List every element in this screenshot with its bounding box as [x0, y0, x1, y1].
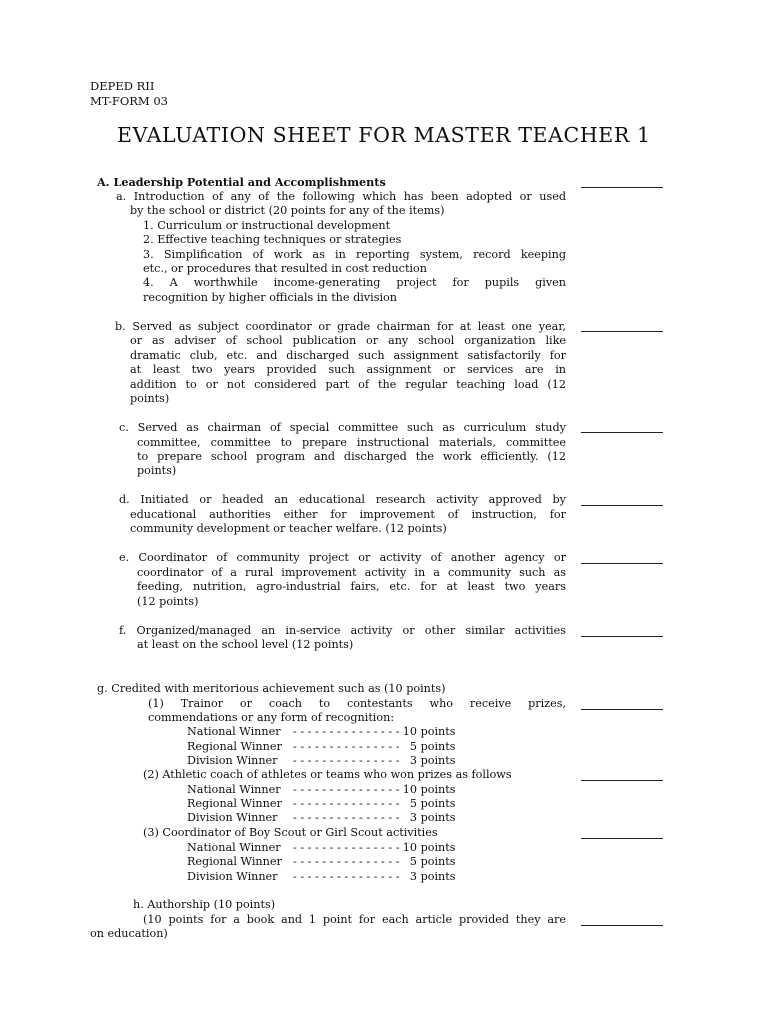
item-f-text: at least on the school level (12 points) [137, 638, 354, 651]
winner-row: Regional Winner - - - - - - - - - - - - - - - 5 points [187, 740, 456, 753]
winner-row: Division Winner - - - - - - - - - - - - - - - 3 points [187, 811, 456, 824]
item-c-text: committee, committee to prepare instructional materials, committee [137, 436, 566, 449]
score-blank-g2[interactable] [581, 780, 663, 781]
item-e-text: feeding, nutrition, agro-industrial fairs, etc. for at least two years [137, 580, 566, 593]
score-blank-a[interactable] [581, 187, 663, 188]
item-a-text: by the school or district (20 points for any of the items) [130, 204, 445, 217]
item-g1-text: (1) Trainor or coach to contestants who receive prizes, [148, 697, 566, 710]
page-title: EVALUATION SHEET FOR MASTER TEACHER 1 [117, 123, 651, 147]
winner-row: Division Winner - - - - - - - - - - - - - - - 3 points [187, 754, 456, 767]
winner-row: Regional Winner - - - - - - - - - - - - - - - 5 points [187, 797, 456, 810]
item-h-heading: h. Authorship (10 points) [133, 898, 276, 911]
item-d-text: d. Initiated or headed an educational research activity approved by [119, 493, 566, 506]
item-b-text: b. Served as subject coordinator or grade chairman for at least one year, [115, 320, 566, 333]
item-c-text: c. Served as chairman of special committee such as curriculum study [119, 421, 566, 434]
score-blank-h[interactable] [581, 925, 663, 926]
winner-row: Regional Winner - - - - - - - - - - - - - - - 5 points [187, 855, 456, 868]
item-d-text: educational authorities either for improvement of instruction, for [130, 508, 566, 521]
item-h-text: on education) [90, 927, 168, 940]
score-blank-g3[interactable] [581, 838, 663, 839]
item-a-text: a. Introduction of any of the following which has been adopted or used [116, 190, 566, 203]
item-a-option: etc., or procedures that resulted in cost reduction [143, 262, 427, 275]
item-e-text: (12 points) [137, 595, 199, 608]
item-g2-text: (2) Athletic coach of athletes or teams who won prizes as follows [143, 768, 512, 781]
item-h-text: (10 points for a book and 1 point for each article provided they are [143, 913, 566, 926]
item-f-text: f. Organized/managed an in-service activity or other similar activities [119, 624, 566, 637]
item-b-text: or as adviser of school publication or any school organization like [130, 334, 566, 347]
item-g1-text: commendations or any form of recognition: [148, 711, 395, 724]
item-b-text: at least two years provided such assignment or services are in [130, 363, 566, 376]
agency-code: DEPED RII [90, 79, 155, 93]
winner-row: Division Winner - - - - - - - - - - - - - - - 3 points [187, 870, 456, 883]
item-a-option: 2. Effective teaching techniques or strategies [143, 233, 402, 246]
score-blank-d[interactable] [581, 505, 663, 506]
item-a-option: 3. Simplification of work as in reporting system, record keeping [143, 248, 566, 261]
score-blank-c[interactable] [581, 432, 663, 433]
item-b-text: dramatic club, etc. and discharged such assignment satisfactorily for [130, 349, 566, 362]
item-a-option: 4. A worthwhile income-generating project for pupils given [143, 276, 566, 289]
item-a-option: recognition by higher officials in the division [143, 291, 397, 304]
item-c-text: points) [137, 464, 177, 477]
item-b-text: addition to or not considered part of the regular teaching load (12 [130, 378, 566, 391]
winner-row: National Winner - - - - - - - - - - - - - - - 10 points [187, 783, 456, 796]
score-blank-f[interactable] [581, 636, 663, 637]
score-blank-e[interactable] [581, 563, 663, 564]
score-blank-g1[interactable] [581, 709, 663, 710]
item-g-heading: g. Credited with meritorious achievement such as (10 points) [97, 682, 446, 695]
form-code: MT-FORM 03 [90, 94, 168, 108]
section-a-heading: A. Leadership Potential and Accomplishments [97, 175, 386, 189]
score-blank-b[interactable] [581, 331, 663, 332]
winner-row: National Winner - - - - - - - - - - - - - - - 10 points [187, 841, 456, 854]
item-g3-text: (3) Coordinator of Boy Scout or Girl Scout activities [143, 826, 438, 839]
item-e-text: coordinator of a rural improvement activity in a community such as [137, 566, 566, 579]
item-c-text: to prepare school program and discharged the work efficiently. (12 [137, 450, 566, 463]
item-b-text: points) [130, 392, 170, 405]
item-d-text: community development or teacher welfare. (12 points) [130, 522, 447, 535]
item-a-option: 1. Curriculum or instructional development [143, 219, 391, 232]
winner-row: National Winner - - - - - - - - - - - - - - - 10 points [187, 725, 456, 738]
item-e-text: e. Coordinator of community project or activity of another agency or [119, 551, 566, 564]
